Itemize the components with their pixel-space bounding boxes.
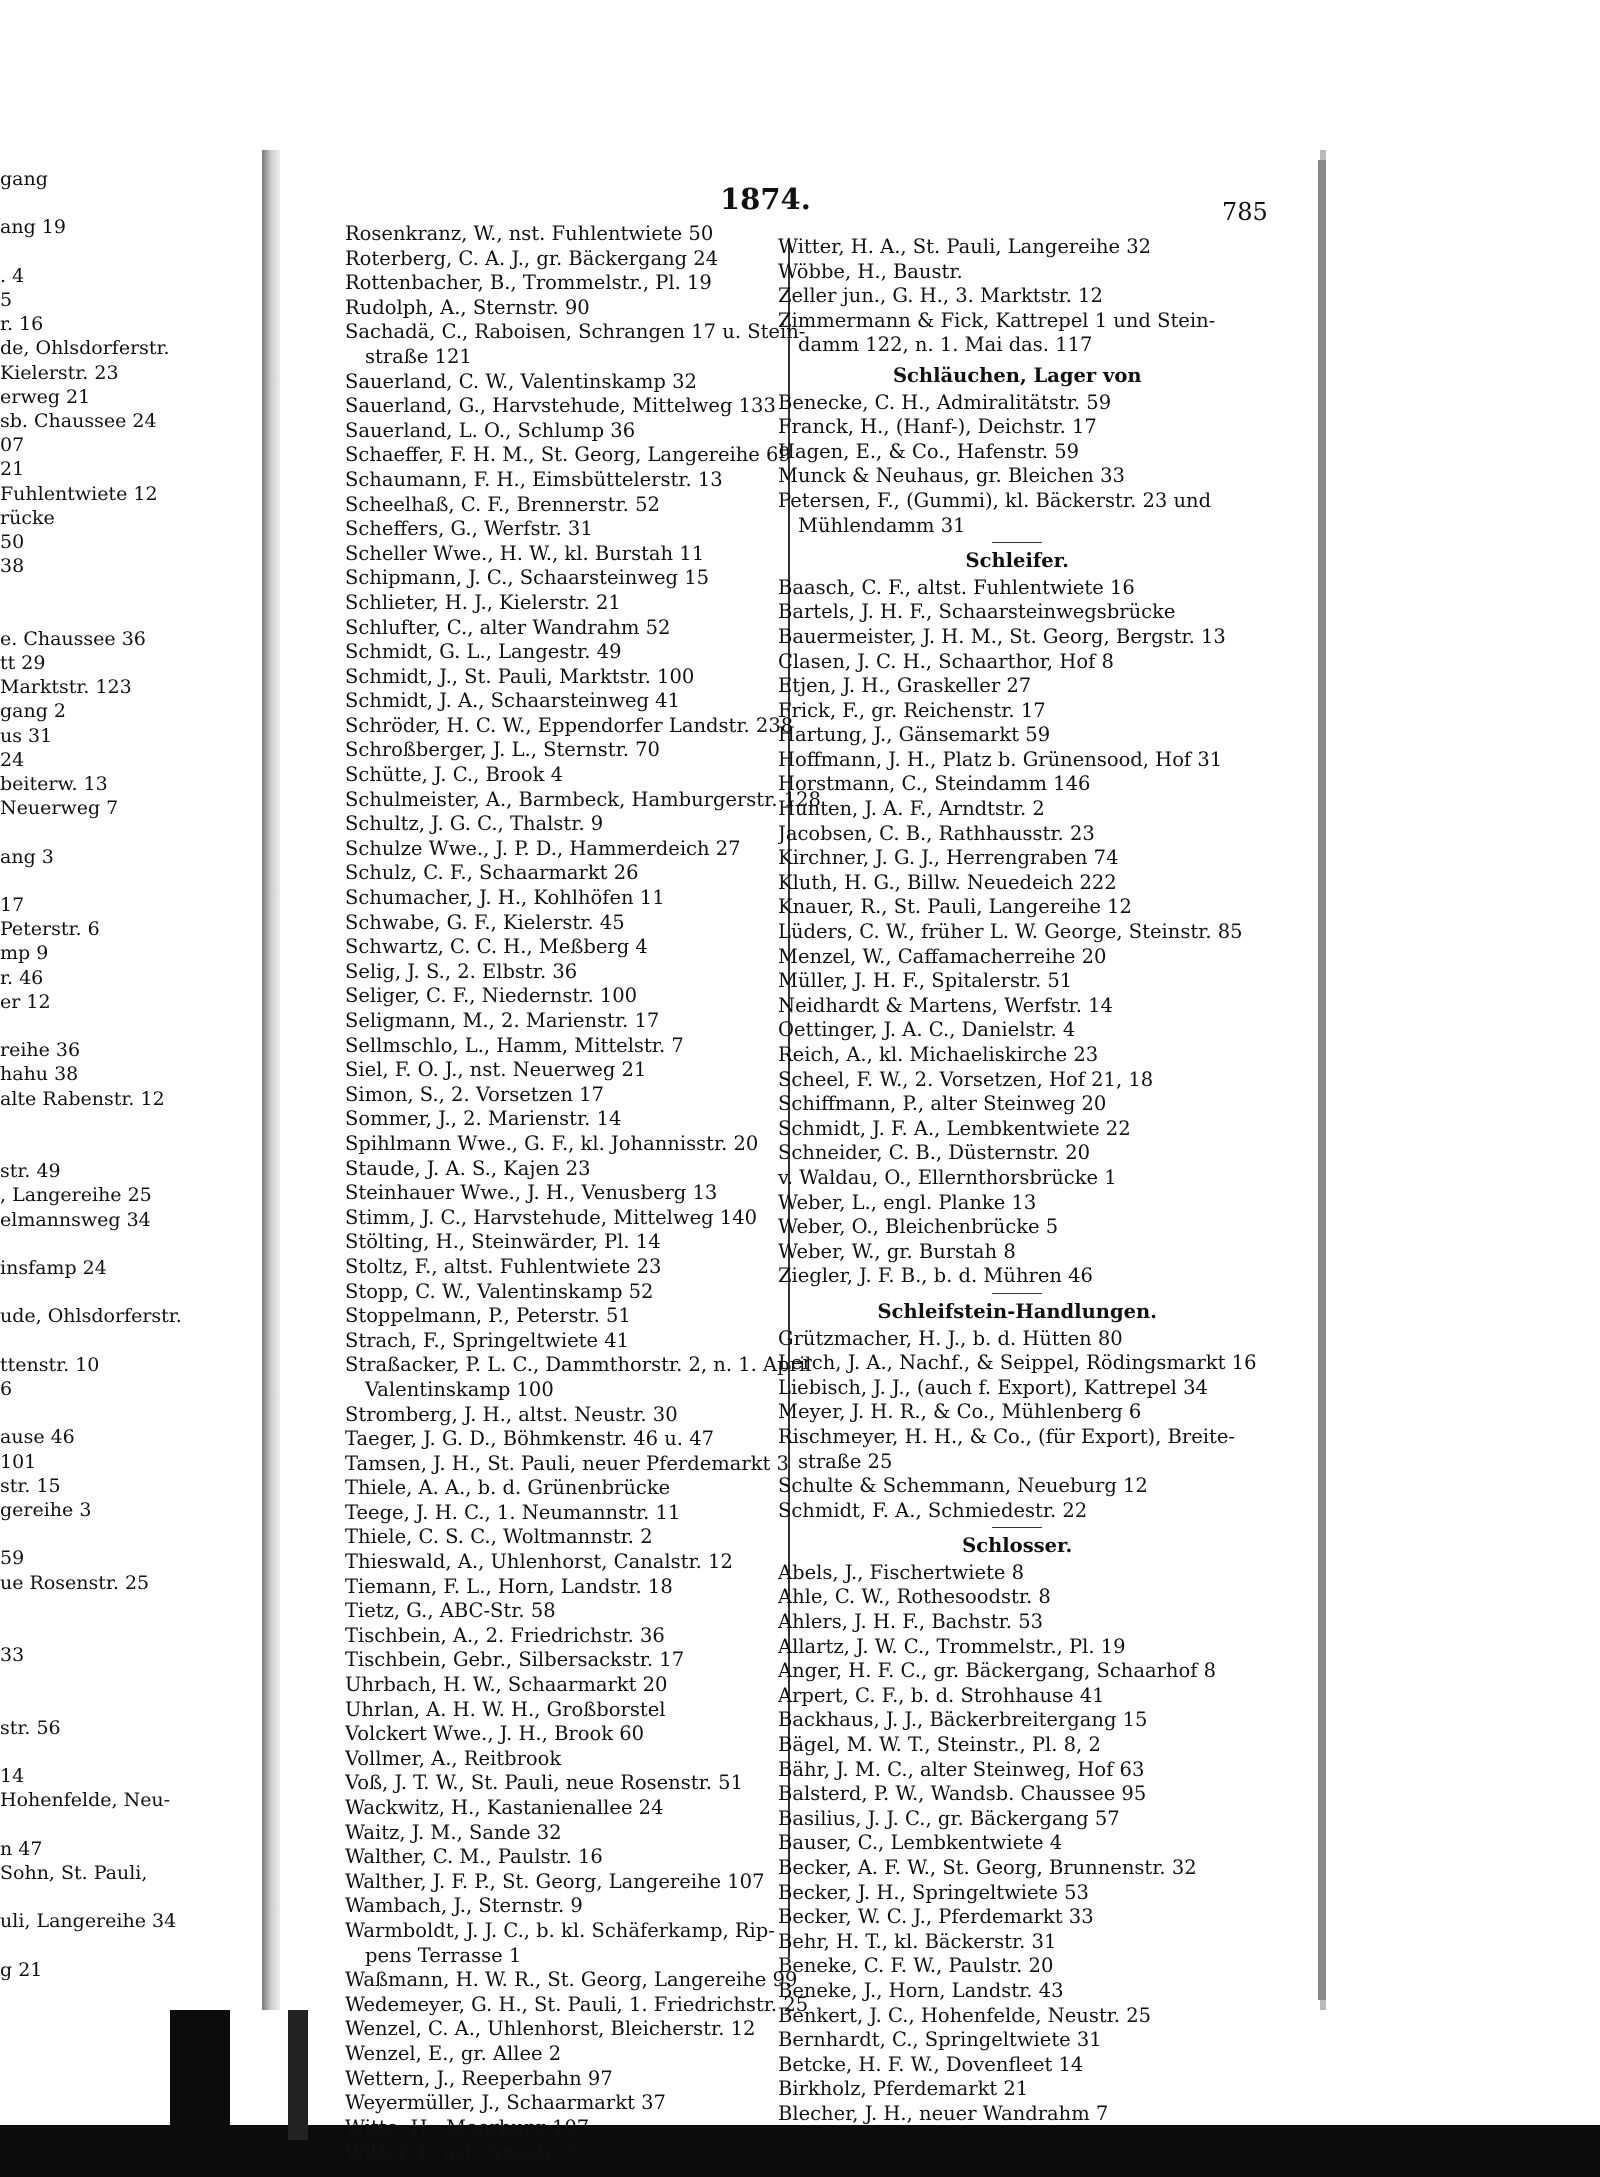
- left-page-fragment: rücke: [0, 506, 55, 529]
- directory-entry: Munck & Neuhaus, gr. Bleichen 33: [778, 464, 1125, 488]
- directory-entry: Vollmer, A., Reitbrook: [345, 1746, 562, 1770]
- directory-entry: Scheller Wwe., H. W., kl. Burstah 11: [345, 541, 705, 565]
- directory-entry: Hunten, J. A. F., Arndtstr. 2: [778, 797, 1045, 821]
- section-heading-schlaeuchen: Schläuchen, Lager von: [892, 363, 1142, 387]
- directory-entry: Stoppelmann, P., Peterstr. 51: [345, 1304, 631, 1328]
- directory-entry: Tischbein, Gebr., Silbersackstr. 17: [345, 1648, 685, 1672]
- directory-entry: Schulmeister, A., Barmbeck, Hamburgerstr. 128: [345, 787, 821, 811]
- directory-entry: Basilius, J. J. C., gr. Bäckergang 57: [778, 1806, 1120, 1830]
- directory-entry: Straßacker, P. L. C., Dammthorstr. 2, n. 1. April: [345, 1353, 812, 1377]
- directory-entry: Schmidt, J. F. A., Lembkentwiete 22: [778, 1116, 1131, 1140]
- directory-entry: Balsterd, P. W., Wandsb. Chaussee 95: [778, 1782, 1147, 1806]
- directory-entry: Becker, W. C. J., Pferdemarkt 33: [778, 1905, 1094, 1929]
- left-page-fragment: ause 46: [0, 1426, 75, 1449]
- directory-entry: Wambach, J., Sternstr. 9: [345, 1894, 583, 1918]
- directory-entry: Bähr, J. M. C., alter Steinweg, Hof 63: [778, 1757, 1145, 1781]
- directory-entry: Uhrbach, H. W., Schaarmarkt 20: [345, 1673, 668, 1697]
- left-page-fragment: . 4: [0, 264, 25, 287]
- left-page-fragment: uli, Langereihe 34: [0, 1910, 177, 1933]
- page-year-header: 1874.: [720, 182, 811, 216]
- left-page-fragment: 6: [0, 1378, 13, 1400]
- directory-entry: Mühlendamm 31: [798, 513, 966, 537]
- directory-entry: Jacobsen, C. B., Rathhausstr. 23: [778, 821, 1095, 845]
- directory-entry: Schulte & Schemmann, Neueburg 12: [778, 1474, 1148, 1498]
- left-page-fragment: Hohenfelde, Neu-: [0, 1789, 171, 1812]
- directory-entry: Benkert, J. C., Hohenfelde, Neustr. 25: [778, 2003, 1152, 2027]
- left-page-fragment: 21: [0, 458, 25, 481]
- directory-entry: straße 25: [798, 1449, 893, 1473]
- directory-entry: Blecher, J. H., neuer Wandrahm 7: [778, 2101, 1109, 2125]
- left-page-fragment: de, Ohlsdorferstr.: [0, 337, 170, 360]
- directory-entry: Bernhardt, C., Springeltwiete 31: [778, 2028, 1102, 2052]
- directory-entry: Bauermeister, J. H. M., St. Georg, Bergstr. 13: [778, 624, 1226, 648]
- directory-entry: Walther, C. M., Paulstr. 16: [345, 1845, 603, 1869]
- left-page-fragment: sb. Chaussee 24: [0, 410, 157, 432]
- directory-entry: Sauerland, C. W., Valentinskamp 32: [345, 369, 697, 393]
- left-page-fragment: 07: [0, 434, 25, 457]
- left-page-fragment: str. 49: [0, 1160, 61, 1183]
- directory-entry: Zeller jun., G. H., 3. Marktstr. 12: [778, 284, 1103, 308]
- left-page-fragment: erweg 21: [0, 385, 91, 408]
- directory-entry: Birkholz, Pferdemarkt 21: [778, 2077, 1029, 2101]
- directory-entry: Neidhardt & Martens, Werfstr. 14: [778, 993, 1113, 1017]
- left-page-fragment: r. 46: [0, 966, 44, 989]
- directory-entry: Steinhauer Wwe., J. H., Venusberg 13: [345, 1181, 718, 1205]
- directory-entry: Weber, L., engl. Planke 13: [778, 1190, 1037, 1214]
- directory-entry: Knauer, R., St. Pauli, Langereihe 12: [778, 895, 1132, 919]
- directory-entry: Voß, J. T. W., St. Pauli, neue Rosenstr. 51: [345, 1771, 743, 1795]
- directory-entry: Frick, F., gr. Reichenstr. 17: [778, 698, 1046, 722]
- directory-entry: Wöbbe, H., Baustr.: [778, 259, 963, 283]
- directory-entry: Betcke, H. F. W., Dovenfleet 14: [778, 2052, 1084, 2076]
- left-page-fragment: Marktstr. 123: [0, 676, 132, 699]
- directory-entry: Tiemann, F. L., Horn, Landstr. 18: [345, 1574, 673, 1598]
- left-page-fragment: mp 9: [0, 942, 49, 965]
- directory-entry: Beneke, J., Horn, Landstr. 43: [778, 1978, 1064, 2002]
- directory-entry: Liebisch, J. J., (auch f. Export), Kattrepel 34: [778, 1375, 1208, 1399]
- left-page-fragment: Fuhlentwiete 12: [0, 482, 158, 505]
- directory-entry: Volckert Wwe., J. H., Brook 60: [345, 1722, 645, 1746]
- directory-entry: Uhrlan, A. H. W. H., Großborstel: [345, 1697, 666, 1721]
- directory-entry: Seliger, C. F., Niedernstr. 100: [345, 984, 638, 1008]
- left-page-fragment: 24: [0, 748, 25, 771]
- left-page-fragment: n 47: [0, 1837, 43, 1860]
- directory-entry: Schwartz, C. C. H., Meßberg 4: [345, 935, 648, 959]
- directory-entry: Hartung, J., Gänsemarkt 59: [778, 723, 1051, 747]
- directory-entry: Scheel, F. W., 2. Vorsetzen, Hof 21, 18: [778, 1067, 1154, 1091]
- directory-entry: Bauser, C., Lembkentwiete 4: [778, 1831, 1063, 1855]
- directory-entry: Tischbein, A., 2. Friedrichstr. 36: [345, 1623, 665, 1647]
- directory-entry: Etjen, J. H., Graskeller 27: [778, 674, 1032, 698]
- directory-entry: Benecke, C. H., Admiralitätstr. 59: [778, 390, 1112, 414]
- left-page-fragment: hahu 38: [0, 1063, 79, 1086]
- directory-entry: Baasch, C. F., altst. Fuhlentwiete 16: [778, 575, 1135, 599]
- directory-entry: Walther, J. F. P., St. Georg, Langereihe 107: [345, 1869, 765, 1893]
- left-page-fragment: g 21: [0, 1958, 43, 1981]
- directory-entry: Schulz, C. F., Schaarmarkt 26: [345, 861, 639, 885]
- left-page-fragment: alte Rabenstr. 12: [0, 1087, 165, 1110]
- directory-entry: Schiffmann, P., alter Steinweg 20: [778, 1092, 1107, 1116]
- left-page: [0, 150, 265, 2010]
- directory-entry: Tamsen, J. H., St. Pauli, neuer Pferdemarkt 3: [345, 1451, 789, 1475]
- directory-entry: Scheffers, G., Werfstr. 31: [345, 517, 593, 541]
- left-page-fragment: r. 16: [0, 313, 44, 336]
- directory-entry: Siel, F. O. J., nst. Neuerweg 21: [345, 1058, 647, 1082]
- left-page-fragment: 5: [0, 289, 13, 311]
- left-page-fragment: Peterstr. 6: [0, 918, 100, 941]
- directory-entry: Schlufter, C., alter Wandrahm 52: [345, 615, 671, 639]
- directory-entry: Bägel, M. W. T., Steinstr., Pl. 8, 2: [778, 1733, 1101, 1757]
- directory-entry: Schipmann, J. C., Schaarsteinweg 15: [345, 566, 710, 590]
- directory-entry: Wenzel, E., gr. Allee 2: [345, 2041, 562, 2065]
- directory-entry: Allartz, J. W. C., Trommelstr., Pl. 19: [778, 1634, 1126, 1658]
- directory-entry: Schütte, J. C., Brook 4: [345, 763, 564, 787]
- directory-entry: Schaeffer, F. H. M., St. Georg, Langereihe 69: [345, 443, 791, 467]
- directory-entry: Franck, H., (Hanf-), Deichstr. 17: [778, 415, 1097, 439]
- left-page-fragment: 14: [0, 1765, 25, 1788]
- directory-entry: Scheelhaß, C. F., Brennerstr. 52: [345, 492, 660, 516]
- directory-entry: Schmidt, J., St. Pauli, Marktstr. 100: [345, 664, 695, 688]
- directory-entry: Zimmermann & Fick, Kattrepel 1 und Stein-: [778, 308, 1216, 332]
- directory-entry: Valentinskamp 100: [365, 1377, 554, 1401]
- directory-entry: Stoltz, F., altst. Fuhlentwiete 23: [345, 1254, 662, 1278]
- directory-entry: Wenzel, C. A., Uhlenhorst, Bleicherstr. 12: [345, 2017, 756, 2041]
- directory-entry: Weber, O., Bleichenbrücke 5: [778, 1215, 1059, 1239]
- directory-entry: Weber, W., gr. Burstah 8: [778, 1239, 1016, 1263]
- directory-entry: Stopp, C. W., Valentinskamp 52: [345, 1279, 654, 1303]
- directory-entry: Schlieter, H. J., Kielerstr. 21: [345, 590, 621, 614]
- directory-entry: Menzel, W., Caffamacherreihe 20: [778, 944, 1107, 968]
- left-page-fragment: , Langereihe 25: [0, 1184, 152, 1207]
- directory-entry: Waitz, J. M., Sande 32: [345, 1820, 562, 1844]
- directory-entry: Sellmschlo, L., Hamm, Mittelstr. 7: [345, 1033, 684, 1057]
- directory-entry: Rudolph, A., Sternstr. 90: [345, 295, 590, 319]
- directory-entry: Schulze Wwe., J. P. D., Hammerdeich 27: [345, 836, 741, 860]
- left-page-fragment: 59: [0, 1547, 25, 1570]
- directory-column-1: [345, 222, 821, 2165]
- left-page-fragment: gang: [0, 168, 48, 190]
- directory-entry: Stromberg, J. H., altst. Neustr. 30: [345, 1402, 678, 1426]
- directory-entry: Strach, F., Springeltwiete 41: [345, 1328, 630, 1352]
- left-page-fragment: beiterw. 13: [0, 773, 108, 795]
- left-page-fragment: insfamp 24: [0, 1257, 107, 1279]
- directory-entry: Schaumann, F. H., Eimsbüttelerstr. 13: [345, 467, 723, 491]
- directory-entry: Tietz, G., ABC-Str. 58: [345, 1599, 556, 1623]
- left-page-fragment: gang 2: [0, 700, 67, 723]
- directory-entry: Wackwitz, H., Kastanienallee 24: [345, 1796, 664, 1819]
- directory-entry: Oettinger, J. A. C., Danielstr. 4: [778, 1018, 1076, 1042]
- directory-entry: straße 121: [365, 344, 472, 368]
- directory-entry: Thieswald, A., Uhlenhorst, Canalstr. 12: [345, 1550, 733, 1574]
- directory-entry: Kluth, H. G., Billw. Neuedeich 222: [778, 870, 1117, 894]
- left-page-fragment: 50: [0, 531, 25, 553]
- directory-entry: Schmidt, J. A., Schaarsteinweg 41: [345, 689, 680, 713]
- book-gutter: [262, 150, 280, 2010]
- left-page-fragment: str. 56: [0, 1716, 61, 1739]
- directory-entry: Reich, A., kl. Michaeliskirche 23: [778, 1043, 1099, 1066]
- directory-entry: Schwabe, G. F., Kielerstr. 45: [345, 910, 625, 934]
- directory-entry: Wedemeyer, G. H., St. Pauli, 1. Friedrichstr. 25: [345, 1992, 809, 2016]
- directory-entry: Becker, A. F. W., St. Georg, Brunnenstr. 32: [778, 1856, 1197, 1879]
- left-page-fragment: ude, Ohlsdorferstr.: [0, 1305, 182, 1328]
- left-page-fragment: Kielerstr. 23: [0, 361, 119, 384]
- directory-entry: Rischmeyer, H. H., & Co., (für Export), Breite-: [778, 1424, 1235, 1448]
- directory-entry: Witte, H., Moorburg 107: [345, 2115, 590, 2139]
- scan-tab: [170, 2000, 230, 2177]
- left-page-fragment: Neuerweg 7: [0, 797, 119, 820]
- directory-entry: Arpert, C. F., b. d. Strohhause 41: [778, 1683, 1105, 1707]
- directory-entry: Anger, H. F. C., gr. Bäckergang, Schaarhof 8: [778, 1659, 1217, 1683]
- directory-entry: Schmidt, F. A., Schmiedestr. 22: [778, 1498, 1088, 1522]
- directory-entry: Simon, S., 2. Vorsetzen 17: [345, 1082, 604, 1106]
- directory-entry: Lerch, J. A., Nachf., & Seippel, Rödingsmarkt 16: [778, 1351, 1257, 1375]
- directory-entry: Schneider, C. B., Düsternstr. 20: [778, 1141, 1091, 1165]
- directory-entry: Roterberg, C. A. J., gr. Bäckergang 24: [345, 246, 719, 270]
- directory-entry: Schultz, J. G. C., Thalstr. 9: [345, 812, 604, 836]
- directory-entry: Rosenkranz, W., nst. Fuhlentwiete 50: [345, 222, 714, 245]
- directory-entry: Selig, J. S., 2. Elbstr. 36: [345, 959, 578, 983]
- left-page-fragment: 101: [0, 1450, 37, 1473]
- section-rule: [992, 542, 1042, 543]
- directory-entry: Witter, H. A., St. Pauli, Langereihe 32: [778, 235, 1152, 258]
- directory-entry: Sauerland, G., Harvstehude, Mittelweg 133: [345, 394, 776, 418]
- directory-entry: Sauerland, L. O., Schlump 36: [345, 418, 636, 442]
- directory-entry: Backhaus, J. J., Bäckerbreitergang 15: [778, 1708, 1148, 1732]
- directory-column-2: [778, 235, 1256, 2127]
- directory-entry: Staude, J. A. S., Kajen 23: [345, 1156, 591, 1180]
- directory-entry: Ahlers, J. H. F., Bachstr. 53: [778, 1610, 1044, 1634]
- left-page-fragment: 38: [0, 555, 25, 578]
- left-page-fragment: str. 15: [0, 1474, 61, 1497]
- section-heading-schleifer: Schleifer.: [965, 549, 1069, 573]
- directory-entry: Petersen, F., (Gummi), kl. Bäckerstr. 23 und: [778, 488, 1212, 512]
- directory-entry: Taeger, J. G. D., Böhmkenstr. 46 u. 47: [345, 1427, 715, 1451]
- directory-entry: Thiele, A. A., b. d. Grünenbrücke: [345, 1476, 671, 1500]
- page-edge: [1318, 160, 1326, 2000]
- directory-entry: v. Waldau, O., Ellernthorsbrücke 1: [778, 1165, 1117, 1189]
- section-rule: [992, 1527, 1042, 1528]
- directory-entry: Spihlmann Wwe., G. F., kl. Johannisstr. 20: [345, 1131, 759, 1155]
- section-heading-schleifstein: Schleifstein-Handlungen.: [877, 1299, 1157, 1323]
- directory-entry: Witter, J., nst. Neustr. 7: [345, 2140, 577, 2164]
- directory-entry: Kirchner, J. G. J., Herrengraben 74: [778, 846, 1119, 870]
- directory-entry: Meyer, J. H. R., & Co., Mühlenberg 6: [778, 1400, 1142, 1424]
- left-page-fragment: e. Chaussee 36: [0, 627, 146, 650]
- directory-entry: Schröder, H. C. W., Eppendorfer Landstr. 238: [345, 713, 794, 737]
- directory-entry: Ziegler, J. F. B., b. d. Mühren 46: [778, 1264, 1093, 1288]
- directory-entry: Weyermüller, J., Schaarmarkt 37: [345, 2091, 666, 2115]
- directory-entry: Teege, J. H. C., 1. Neumannstr. 11: [345, 1500, 681, 1524]
- directory-entry: Schumacher, J. H., Kohlhöfen 11: [345, 886, 665, 910]
- section-heading-schlosser: Schlosser.: [962, 1534, 1073, 1558]
- left-page-fragment: ttenstr. 10: [0, 1353, 100, 1376]
- page-number: 785: [1222, 198, 1268, 226]
- directory-entry: Müller, J. H. F., Spitalerstr. 51: [778, 969, 1073, 993]
- left-page-fragment: reihe 36: [0, 1039, 81, 1062]
- directory-entry: Horstmann, C., Steindamm 146: [778, 772, 1091, 796]
- left-page-fragment: 33: [0, 1644, 25, 1667]
- section-rule: [992, 1293, 1042, 1294]
- left-page-fragment: ang 3: [0, 845, 54, 868]
- directory-entry: Schroßberger, J. L., Sternstr. 70: [345, 738, 660, 762]
- left-page-fragment: ang 19: [0, 216, 66, 239]
- left-page-fragment: 17: [0, 894, 25, 916]
- directory-entry: Ahle, C. W., Rothesoodstr. 8: [778, 1585, 1051, 1609]
- directory-entry: Hoffmann, J. H., Platz b. Grünensood, Hof 31: [778, 747, 1223, 771]
- directory-entry: Waßmann, H. W. R., St. Georg, Langereihe 99: [345, 1968, 798, 1992]
- left-page-fragment: gereihe 3: [0, 1499, 92, 1521]
- directory-entry: Warmboldt, J. J. C., b. kl. Schäferkamp, Rip-: [345, 1918, 775, 1942]
- directory-entry: Rottenbacher, B., Trommelstr., Pl. 19: [345, 271, 712, 295]
- directory-entry: Becker, J. H., Springeltwiete 53: [778, 1880, 1089, 1904]
- directory-entry: Sachadä, C., Raboisen, Schrangen 17 u. Stein-: [345, 320, 806, 344]
- left-page-fragment: Sohn, St. Pauli,: [0, 1862, 148, 1884]
- left-page-fragment: er 12: [0, 990, 51, 1013]
- left-page-fragment: ue Rosenstr. 25: [0, 1571, 150, 1594]
- directory-entry: pens Terrasse 1: [365, 1943, 522, 1967]
- directory-entry: Bartels, J. H. F., Schaarsteinwegsbrücke: [778, 600, 1176, 624]
- directory-entry: Clasen, J. C. H., Schaarthor, Hof 8: [778, 649, 1114, 673]
- left-page-fragment: tt 29: [0, 652, 46, 674]
- directory-entry: Seligmann, M., 2. Marienstr. 17: [345, 1009, 660, 1032]
- directory-entry: Hagen, E., & Co., Hafenstr. 59: [778, 439, 1080, 463]
- scan-tab-shadow: [288, 2000, 308, 2140]
- directory-entry: Behr, H. T., kl. Bäckerstr. 31: [778, 1929, 1057, 1953]
- directory-entry: Stimm, J. C., Harvstehude, Mittelweg 140: [345, 1205, 758, 1229]
- left-page-fragment: elmannsweg 34: [0, 1208, 151, 1231]
- directory-entry: Beneke, C. F. W., Paulstr. 20: [778, 1954, 1054, 1978]
- left-page-fragment: us 31: [0, 724, 53, 747]
- directory-entry: Thiele, C. S. C., Woltmannstr. 2: [345, 1525, 653, 1549]
- directory-entry: Stölting, H., Steinwärder, Pl. 14: [345, 1230, 661, 1254]
- directory-entry: Grützmacher, H. J., b. d. Hütten 80: [778, 1326, 1123, 1350]
- directory-entry: Sommer, J., 2. Marienstr. 14: [345, 1107, 622, 1131]
- directory-entry: Lüders, C. W., früher L. W. George, Steinstr. 85: [778, 920, 1243, 944]
- directory-entry: damm 122, n. 1. Mai das. 117: [798, 333, 1093, 357]
- directory-entry: Wettern, J., Reeperbahn 97: [345, 2066, 613, 2090]
- directory-entry: Abels, J., Fischertwiete 8: [778, 1560, 1025, 1584]
- directory-entry: Schmidt, G. L., Langestr. 49: [345, 640, 622, 664]
